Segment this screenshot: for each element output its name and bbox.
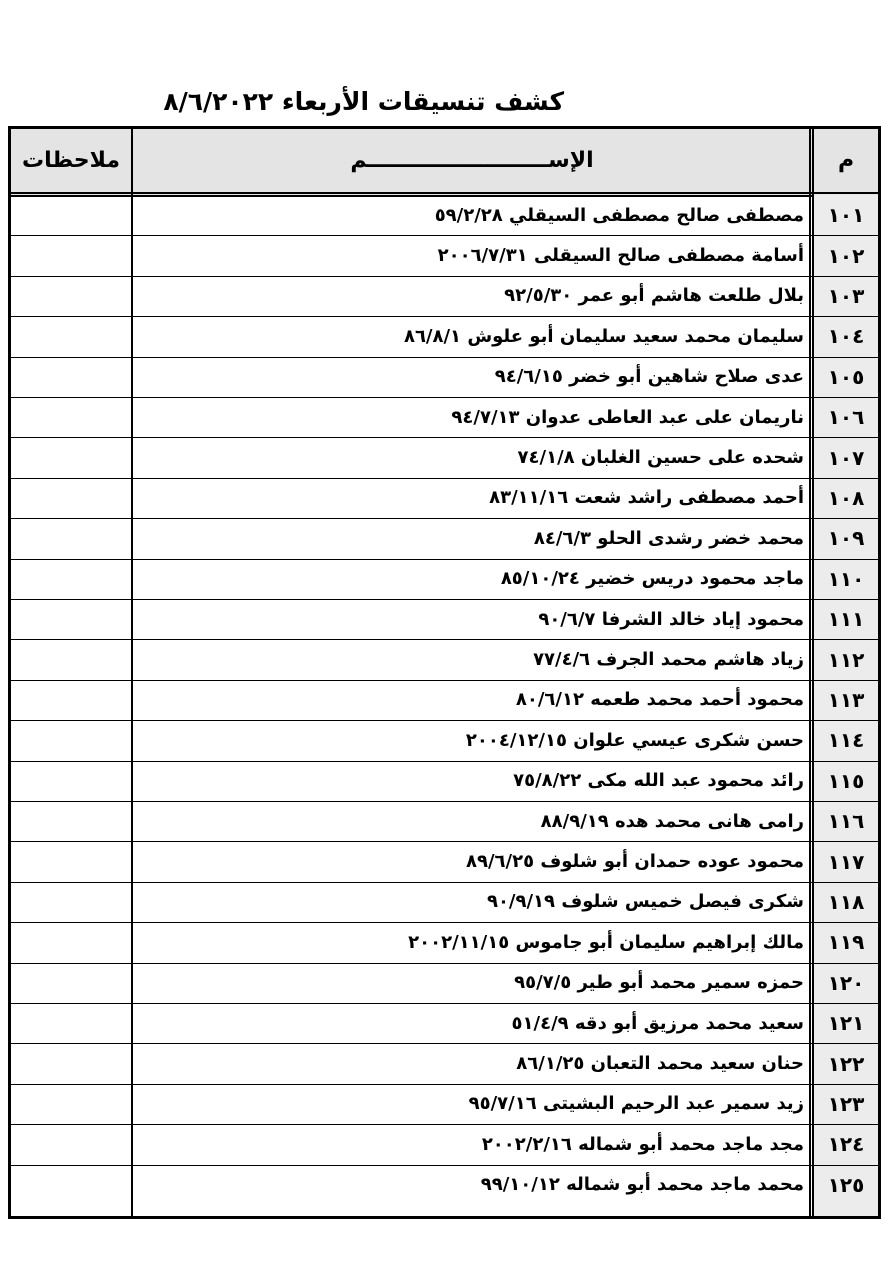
row-number: ١١٢ [827, 647, 865, 672]
row-number: ١١٩ [827, 930, 865, 955]
row-name: حمزه سمير محمد أبو طير ٩٥/٧/٥ [514, 972, 804, 994]
row-name: رائد محمود عبد الله مكى ٧٥/٨/٢٢ [513, 770, 804, 792]
table-row [11, 195, 878, 236]
page-title: كشف تنسيقات الأربعاء ٨/٦/٢٠٢٢ [163, 87, 564, 116]
row-notes [11, 235, 131, 275]
row-name: زياد هاشم محمد الجرف ٧٧/٤/٦ [533, 649, 804, 671]
table-row [11, 882, 878, 923]
table-row [11, 437, 878, 478]
row-name: شكرى فيصل خميس شلوف ٩٠/٩/١٩ [486, 891, 804, 913]
table-row [11, 1124, 878, 1165]
row-number: ١١٨ [827, 889, 865, 914]
row-number: ١٢٠ [827, 970, 865, 995]
row-name: محمد خضر رشدى الحلو ٨٤/٦/٣ [533, 527, 804, 549]
row-notes [11, 1165, 131, 1205]
table-row [11, 559, 878, 600]
table-row [11, 478, 878, 519]
row-name: حسن شكرى عيسي علوان ٢٠٠٤/١٢/١٥ [465, 729, 804, 751]
table-row [11, 599, 878, 640]
row-number: ١٠٢ [827, 243, 865, 268]
table-row [11, 1003, 878, 1044]
records-table [8, 126, 881, 1219]
header-notes: ملاحظات [22, 148, 120, 173]
table-row [11, 922, 878, 963]
table-row [11, 963, 878, 1004]
row-notes [11, 963, 131, 1003]
row-notes [11, 922, 131, 962]
row-number: ١٠٣ [827, 283, 865, 308]
row-name: مالك إبراهيم سليمان أبو جاموس ٢٠٠٢/١١/١٥ [408, 931, 804, 953]
row-notes [11, 1084, 131, 1124]
row-number: ١٠٩ [827, 526, 865, 551]
table-body [11, 195, 878, 1216]
table-row [11, 397, 878, 438]
row-name: عدى صلاح شاهين أبو خضر ٩٤/٦/١٥ [494, 366, 804, 388]
row-number: ١١٥ [827, 768, 865, 793]
table-row [11, 1084, 878, 1125]
table-row [11, 841, 878, 882]
row-notes [11, 397, 131, 437]
row-number: ١١٧ [827, 849, 865, 874]
row-notes [11, 599, 131, 639]
table-row [11, 518, 878, 559]
row-notes [11, 1043, 131, 1083]
row-notes [11, 841, 131, 881]
row-notes [11, 437, 131, 477]
row-notes [11, 720, 131, 760]
row-notes [11, 639, 131, 679]
row-notes [11, 761, 131, 801]
table-row [11, 235, 878, 276]
table-header [11, 129, 878, 197]
row-number: ١٠٥ [827, 364, 865, 389]
row-name: محمد ماجد محمد أبو شماله ٩٩/١٠/١٢ [480, 1174, 804, 1196]
row-notes [11, 882, 131, 922]
row-number: ١١٣ [827, 687, 865, 712]
table-row [11, 680, 878, 721]
row-name: حنان سعيد محمد التعبان ٨٦/١/٢٥ [516, 1053, 804, 1075]
row-number: ١١٦ [827, 809, 865, 834]
table-row [11, 639, 878, 680]
row-name: ماجد محمود دريس خضير ٨٥/١٠/٢٤ [500, 568, 804, 590]
row-name: مصطفى صالح مصطفى السيقلي ٥٩/٢/٢٨ [434, 204, 804, 226]
table-row [11, 720, 878, 761]
row-number: ١٢٥ [827, 1172, 865, 1197]
table-row [11, 1165, 878, 1205]
row-notes [11, 316, 131, 356]
row-number: ١١٠ [827, 566, 865, 591]
row-number: ١٢١ [827, 1011, 865, 1036]
row-number: ١٠٤ [827, 324, 865, 349]
table-row [11, 357, 878, 398]
row-number: ١١٤ [827, 728, 865, 753]
row-name: ناريمان على عبد العاطى عدوان ٩٤/٧/١٣ [451, 406, 804, 428]
row-number: ١٢٣ [827, 1091, 865, 1116]
row-number: ١٠٦ [827, 405, 865, 430]
row-name: أسامة مصطفى صالح السيقلى ٢٠٠٦/٧/٣١ [437, 245, 804, 267]
row-notes [11, 559, 131, 599]
table-row [11, 1043, 878, 1084]
row-name: شحده على حسين الغلبان ٧٤/١/٨ [517, 447, 804, 469]
row-name: زيد سمير عبد الرحيم البشيتى ٩٥/٧/١٦ [468, 1093, 804, 1115]
row-name: محمود إياد خالد الشرفا ٩٠/٦/٧ [538, 608, 804, 630]
row-name: رامى هانى محمد هده ٨٨/٩/١٩ [540, 810, 804, 832]
row-notes [11, 276, 131, 316]
row-notes [11, 1124, 131, 1164]
row-name: محمود عوده حمدان أبو شلوف ٨٩/٦/٢٥ [465, 851, 804, 873]
column-divider [131, 129, 133, 1216]
row-name: سعيد محمد مرزيق أبو دقه ٥١/٤/٩ [511, 1012, 804, 1034]
row-notes [11, 195, 131, 235]
column-divider [809, 129, 814, 1216]
row-notes [11, 518, 131, 558]
row-name: مجد ماجد محمد أبو شماله ٢٠٠٢/٢/١٦ [481, 1133, 804, 1155]
table-row [11, 761, 878, 802]
table-row [11, 801, 878, 842]
row-name: بلال طلعت هاشم أبو عمر ٩٢/٥/٣٠ [504, 285, 804, 307]
row-number: ١٢٢ [827, 1051, 865, 1076]
row-number: ١١١ [827, 607, 865, 632]
row-notes [11, 801, 131, 841]
row-number: ١٠٨ [827, 485, 865, 510]
table-row [11, 316, 878, 357]
row-number: ١٢٤ [827, 1132, 865, 1157]
row-number: ١٠٧ [827, 445, 865, 470]
row-notes [11, 680, 131, 720]
table-row [11, 276, 878, 317]
row-notes [11, 357, 131, 397]
row-number: ١٠١ [827, 203, 865, 228]
row-name: محمود أحمد محمد طعمه ٨٠/٦/١٢ [515, 689, 804, 711]
row-name: سليمان محمد سعيد سليمان أبو علوش ٨٦/٨/١ [403, 325, 804, 347]
header-name: الإســــــــــــــــــــــــم [350, 148, 594, 173]
header-number: م [837, 148, 855, 173]
row-name: أحمد مصطفى راشد شعت ٨٣/١١/١٦ [489, 487, 804, 509]
row-notes [11, 1003, 131, 1043]
row-notes [11, 478, 131, 518]
